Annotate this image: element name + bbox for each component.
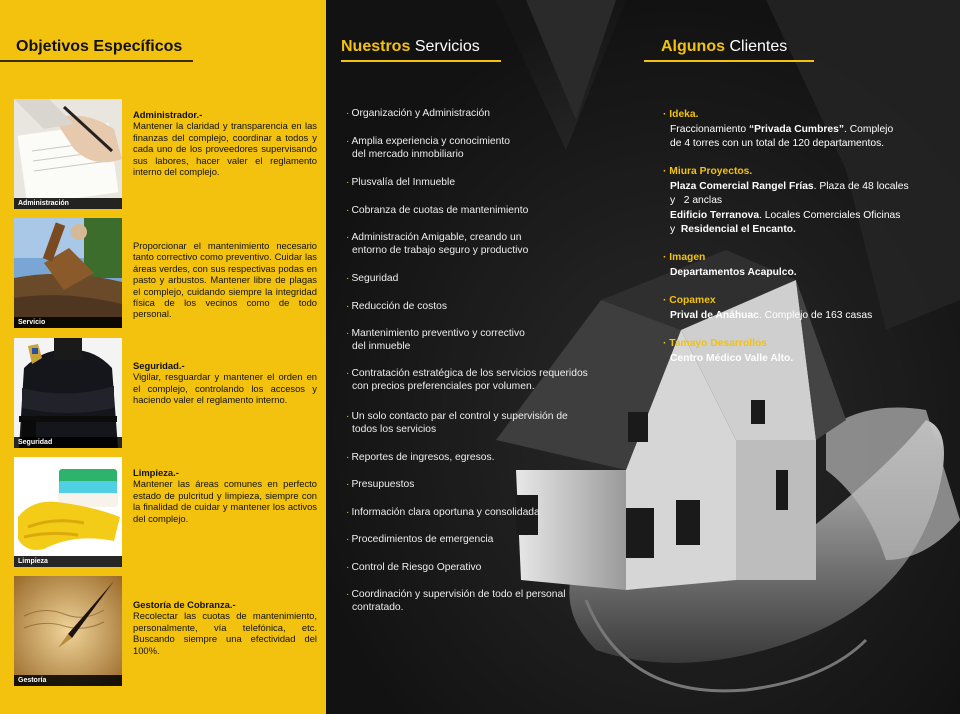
servicio-item-text: Contratación estratégica de los servicios requeridos xyxy=(351,368,588,379)
servicio-item xyxy=(346,327,616,353)
bullet-icon: · xyxy=(346,205,350,216)
gestoria-body: Recolectar las cuotas de mantenimiento, personalmente, vía telefónica, etc. Buscando siempre una efectividad del 100%. xyxy=(133,610,317,656)
servicio-item-text: Reducción de costos xyxy=(351,301,448,312)
servicio-photo xyxy=(14,218,122,328)
servicio-item-line xyxy=(346,478,616,491)
servicio-item-line: entorno de trabajo seguro y productivo xyxy=(352,245,529,256)
servicio-body: Proporcionar el mantenimiento necesario tanto correctivo como preventivo. Cuidar las áreas verdes, con sus respectivas podas en pasto y arbustos. Mantener libre de plagas el complejo, cuidando siempre la integridad física de los vecinos como de todo personal. xyxy=(133,240,317,320)
servicio-item-line xyxy=(346,410,616,423)
bullet-icon: · xyxy=(346,301,350,312)
objetivos-underline xyxy=(0,60,193,62)
limpieza-caption: Limpieza xyxy=(14,556,122,567)
servicio-item xyxy=(346,300,616,313)
servicio-item xyxy=(346,107,616,120)
cliente-miura-line1a: Plaza Comercial Rangel Frías xyxy=(670,180,814,192)
servicio-item xyxy=(346,410,616,436)
servicio-item-line xyxy=(346,272,616,285)
cliente-tamayo-name: Tamayo Desarrollos xyxy=(669,338,767,349)
bullet-icon: · xyxy=(346,177,350,188)
gestoria-caption: Gestoría xyxy=(14,675,122,686)
administracion-photo xyxy=(14,99,122,209)
bullet-icon: · xyxy=(346,507,350,518)
cliente-imagen: · Imagen Departamentos Acapulco. xyxy=(663,252,797,278)
servicio-item-line xyxy=(346,107,616,120)
cliente-miura-line3b: . Locales Comerciales Oficinas xyxy=(759,209,901,221)
servicio-item xyxy=(346,367,616,393)
servicio-item-text: Amplia experiencia y conocimiento xyxy=(351,136,510,147)
bullet-icon: · xyxy=(346,108,350,119)
cliente-imagen-name: Imagen xyxy=(669,252,706,263)
servicio-item-line: con precios preferenciales por volumen. xyxy=(352,381,535,392)
administrador-heading: Administrador.- xyxy=(133,109,203,120)
administracion-caption: Administración xyxy=(14,198,122,209)
limpieza-photo xyxy=(14,457,122,567)
servicio-item-text: Reportes de ingresos, egresos. xyxy=(351,452,495,463)
servicio-item-text: Mantenimiento preventivo y correctivo xyxy=(351,328,525,339)
cliente-tamayo-line1: Centro Médico Valle Alto. xyxy=(670,352,794,364)
servicio-item-line xyxy=(346,231,616,244)
cliente-ideka: · Ideka. Fraccionamiento “Privada Cumbres”. Complejo de 4 torres con un total de 120 departamentos. xyxy=(663,108,933,152)
servicio-item-text: Información clara oportuna y consolidada xyxy=(351,507,540,518)
servicio-item-line: contratado. xyxy=(352,602,404,613)
seguridad-body: Vigilar, resguardar y mantener el orden en el complejo, controlando los accesos y haciendo valer el reglamento interno. xyxy=(133,371,317,406)
servicio-item-text: Cobranza de cuotas de mantenimiento xyxy=(351,205,529,216)
servicio-item-line xyxy=(346,506,616,519)
seguridad-heading: Seguridad.- xyxy=(133,360,185,371)
servicios-underline xyxy=(341,60,501,62)
servicio-item-line xyxy=(346,533,616,546)
seguridad-photo xyxy=(14,338,122,448)
cliente-miura-line1b: . Plaza de 48 locales xyxy=(813,180,909,192)
limpieza-text xyxy=(133,467,317,524)
servicio-item-line: del inmueble xyxy=(352,341,411,352)
servicio-item-text: Organización y Administración xyxy=(351,108,490,119)
servicio-text xyxy=(133,240,317,320)
servicio-caption: Servicio xyxy=(14,317,122,328)
bullet-icon: · xyxy=(346,136,350,147)
cliente-imagen-line1: Departamentos Acapulco. xyxy=(670,266,797,278)
servicio-item-line: todos los servicios xyxy=(352,424,437,435)
cliente-miura-line4b: Residencial el Encanto. xyxy=(680,224,796,235)
cliente-copamex-line1b: . Complejo de 163 casas xyxy=(758,309,873,321)
bullet-icon: · xyxy=(346,368,350,379)
servicio-item-line xyxy=(346,451,616,464)
servicio-item-line xyxy=(346,135,616,148)
limpieza-body: Mantener las áreas comunes en perfecto estado de pulcritud y limpieza, siempre con la finalidad de cuidar y mantener los activos del complejo. xyxy=(133,478,317,524)
cliente-copamex-name: Copamex xyxy=(669,295,716,306)
clientes-title-word1: Algunos xyxy=(661,38,725,55)
servicio-item xyxy=(346,135,616,161)
administrador-body: Mantener la claridad y transparencia en las finanzas del complejo, coordinar a todos y cada uno de los proveedores supervisando sus labores, hacer valer el reglamento interno del complejo. xyxy=(133,120,317,178)
gestoria-heading: Gestoría de Cobranza.- xyxy=(133,599,236,610)
servicio-item xyxy=(346,451,616,464)
servicio-item-text: Plusvalía del Inmueble xyxy=(351,177,456,188)
servicio-item xyxy=(346,204,616,217)
clientes-title-word2: Clientes xyxy=(729,38,788,55)
servicio-item-line xyxy=(346,300,616,313)
servicios-title xyxy=(341,38,480,56)
cliente-ideka-line2: de 4 torres con un total de 120 departamentos. xyxy=(670,138,885,149)
servicio-item xyxy=(346,533,616,546)
servicio-item-text: Coordinación y supervisión de todo el personal xyxy=(351,589,566,600)
servicio-item-text: Administración Amigable, creando un xyxy=(351,232,522,243)
servicio-item-text: Procedimientos de emergencia xyxy=(351,534,494,545)
clientes-title xyxy=(661,38,787,56)
cliente-miura: · Miura Proyectos. Plaza Comercial Rangel Frías. Plaza de 48 locales y 2 anclas Edificio Terranova. Locales Comerciales Oficinas y Residencial el Encanto. xyxy=(663,165,933,238)
servicio-item xyxy=(346,272,616,285)
clientes-underline xyxy=(644,60,814,62)
cliente-ideka-name: Ideka. xyxy=(669,109,699,120)
servicios-clientes-panel xyxy=(326,0,960,714)
bullet-icon: · xyxy=(346,452,350,463)
servicio-item-line xyxy=(346,561,616,574)
cliente-ideka-line1a: Fraccionamiento xyxy=(670,123,749,135)
servicio-item-line xyxy=(346,367,616,380)
objetivos-title: Objetivos Específicos xyxy=(16,38,183,55)
seguridad-text xyxy=(133,360,317,406)
servicio-item xyxy=(346,176,616,189)
cliente-copamex: · Copamex Prival de Anáhuac. Complejo de 163 casas xyxy=(663,295,873,321)
servicios-title-word2: Servicios xyxy=(414,38,480,55)
cliente-miura-line4a: y xyxy=(670,224,681,235)
administrador-text xyxy=(133,109,317,177)
cliente-ideka-line1b: “Privada Cumbres” xyxy=(748,123,844,135)
gestoria-photo xyxy=(14,576,122,686)
bullet-icon: · xyxy=(346,534,350,545)
servicio-item-text: Un solo contacto par el control y supervisión de xyxy=(351,411,568,422)
limpieza-heading: Limpieza.- xyxy=(133,467,179,478)
servicio-item-line: del mercado inmobiliario xyxy=(352,149,464,160)
servicio-item xyxy=(346,231,616,257)
bullet-icon: · xyxy=(346,232,350,243)
bullet-icon: · xyxy=(346,562,350,573)
servicio-item-text: Control de Riesgo Operativo xyxy=(351,562,482,573)
servicio-item-line xyxy=(346,204,616,217)
cliente-miura-line3a: Edificio Terranova xyxy=(670,209,760,221)
seguridad-caption: Seguridad xyxy=(14,437,122,448)
servicio-item xyxy=(346,506,616,519)
cliente-tamayo: · Tamayo Desarrollos Centro Médico Valle Alto. xyxy=(663,338,794,364)
servicios-title-word1: Nuestros xyxy=(341,38,411,55)
servicio-item-line xyxy=(346,588,616,601)
cliente-ideka-line1c: . Complejo xyxy=(843,123,894,135)
bullet-icon: · xyxy=(346,273,350,284)
bullet-icon: · xyxy=(346,589,350,600)
objetivos-panel xyxy=(0,0,326,714)
servicio-item xyxy=(346,561,616,574)
servicio-item-text: Seguridad xyxy=(351,273,399,284)
bullet-icon: · xyxy=(346,479,350,490)
cliente-miura-line2: y 2 anclas xyxy=(670,195,723,206)
servicio-item xyxy=(346,478,616,491)
gestoria-text xyxy=(133,599,317,656)
cliente-copamex-line1a: Prival de Anáhuac xyxy=(670,309,759,321)
bullet-icon: · xyxy=(346,411,350,422)
servicio-item-text: Presupuestos xyxy=(351,479,415,490)
cliente-miura-name: Miura Proyectos. xyxy=(669,166,753,177)
servicio-item xyxy=(346,588,616,614)
bullet-icon: · xyxy=(346,328,350,339)
servicio-item-line xyxy=(346,176,616,189)
servicio-item-line xyxy=(346,327,616,340)
